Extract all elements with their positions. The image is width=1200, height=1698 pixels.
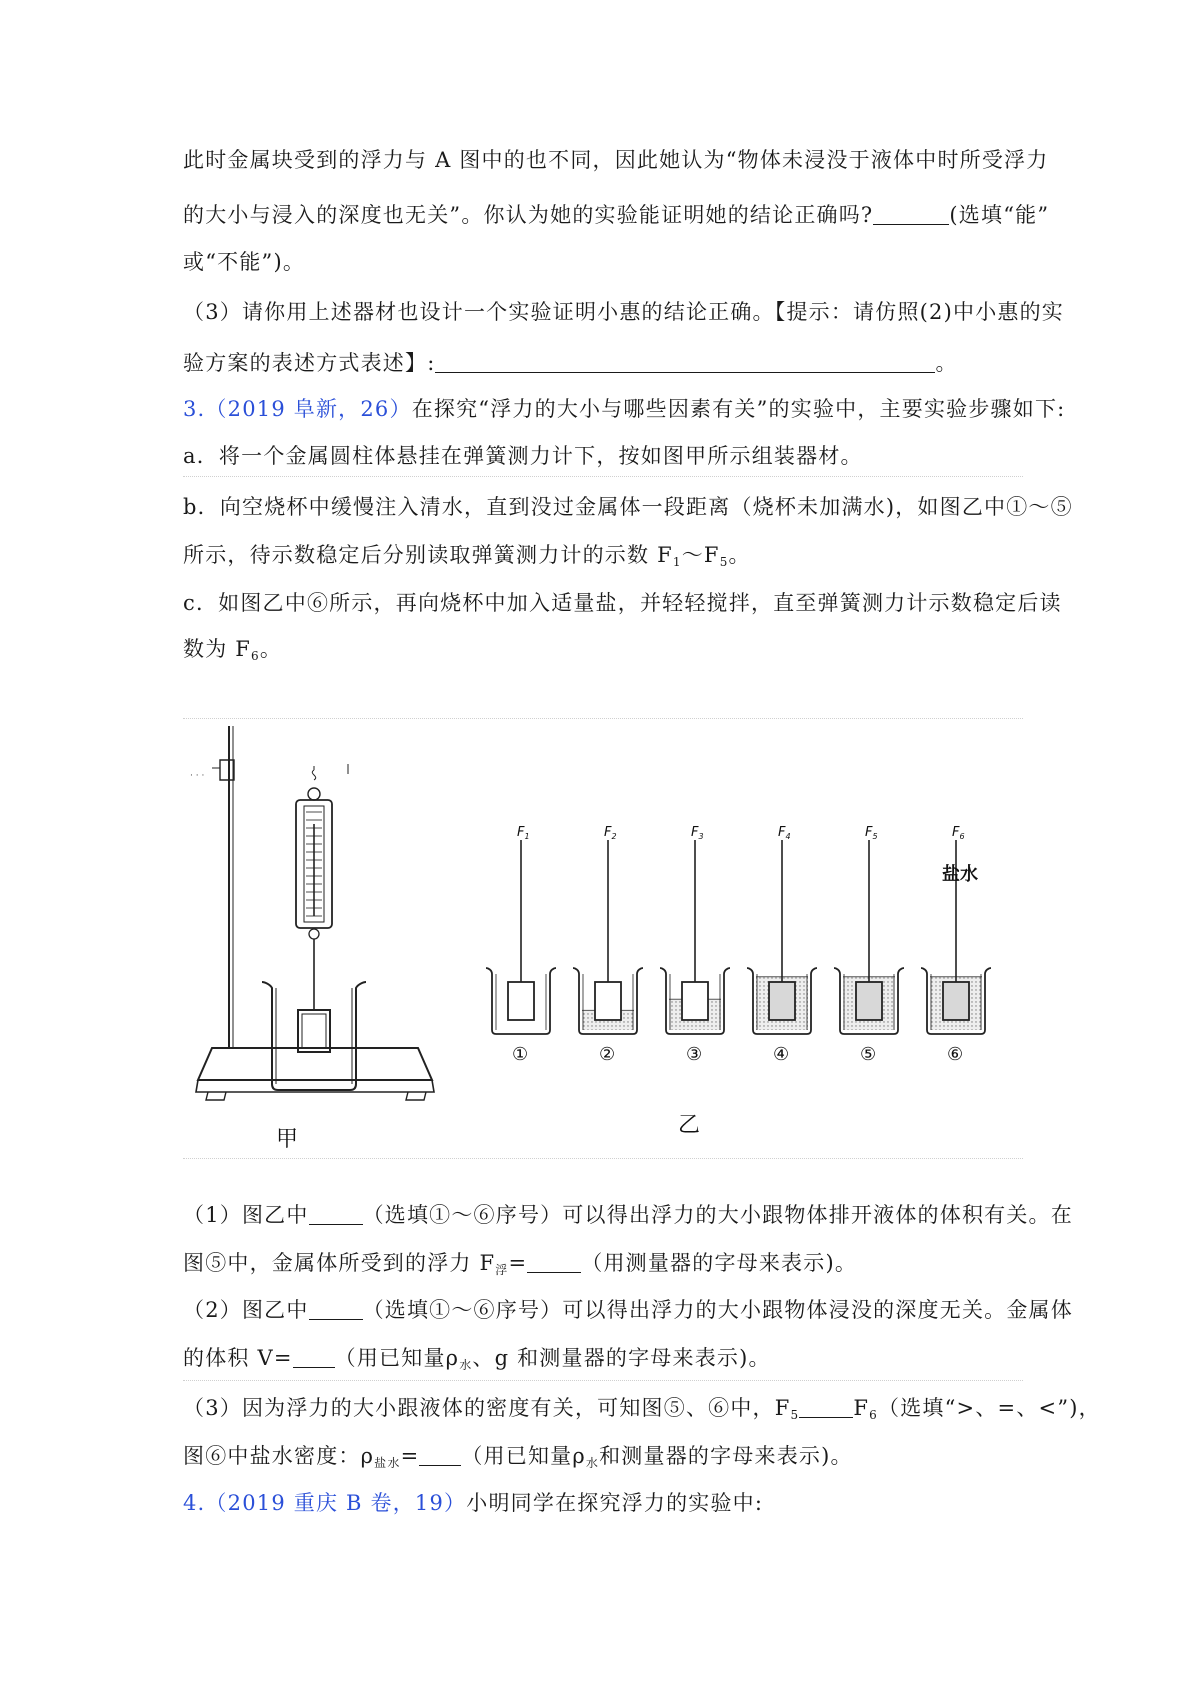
text-line: 或“不能”)。	[183, 250, 306, 274]
beaker-6	[921, 825, 991, 1065]
sub-question-3-cont: 图⑥中盐水密度：$\rho_{盐水}=$ （用已知量$\rho_水$和测量器的字母来表示)。	[183, 1444, 853, 1470]
metal-block	[595, 982, 621, 1020]
text-line: 验方案的表述方式表述】: 。	[183, 351, 958, 375]
beaker-5	[834, 825, 904, 1065]
metal-block	[769, 982, 795, 1020]
force-label: $F_1$	[517, 825, 530, 841]
step-c: c．如图乙中⑥所示，再向烧杯中加入适量盐，并轻轻搅拌，直至弹簧测力计示数稳定后读	[183, 591, 1062, 615]
answer-blank[interactable]	[527, 1250, 581, 1273]
sub-question-1-cont: 图⑤中，金属体所受到的浮力 $F_浮=$ （用测量器的字母来表示)。	[183, 1251, 858, 1277]
step-b: b．向空烧杯中缓慢注入清水，直到没过金属体一段距离（烧杯未加满水)，如图乙中①～⑤	[183, 495, 1073, 519]
beakers-yi	[486, 825, 991, 1065]
force-label: $F_3$	[691, 825, 704, 841]
answer-blank[interactable]	[435, 350, 935, 373]
sub-question-2-cont: 的体积 V= （用已知量$\rho_水$、g 和测量器的字母来表示)。	[183, 1346, 771, 1372]
salt-water-label: 盐水	[942, 864, 978, 885]
beaker-number: ②	[599, 1044, 616, 1065]
apparatus-jia	[190, 726, 434, 1100]
experiment-figure	[190, 720, 1030, 1160]
answer-blank[interactable]	[873, 202, 949, 225]
sub-question-3: （3）因为浮力的大小跟液体的密度有关，可知图⑤、⑥中，$F_5$ $F_6$（选填“>、=、<”)，	[183, 1396, 1101, 1422]
beaker-2	[573, 825, 643, 1065]
question-3-source: 3.（2019 阜新，26）	[183, 397, 412, 421]
sub-question-2: （2）图乙中 （选填①～⑥序号）可以得出浮力的大小跟物体浸没的深度无关。金属体	[183, 1298, 1073, 1322]
label-jia: 甲	[276, 1127, 299, 1152]
answer-blank[interactable]	[293, 1345, 335, 1368]
beaker-number: ⑤	[860, 1044, 877, 1065]
metal-block	[508, 982, 534, 1020]
beaker-number: ④	[773, 1044, 790, 1065]
beaker-number: ①	[512, 1044, 529, 1065]
text-line: 的大小与浸入的深度也无关”。你认为她的实验能证明她的结论正确吗? (选填“能”	[183, 203, 1050, 227]
force-label: $F_4$	[778, 825, 791, 841]
metal-block	[682, 982, 708, 1020]
question-3-heading: 3.（2019 阜新，26）在探究“浮力的大小与哪些因素有关”的实验中，主要实验步骤如下:	[183, 397, 1066, 421]
force-label: $F_5$	[865, 825, 878, 841]
force-label: $F_6$	[952, 825, 965, 841]
step-c-cont: 数为 $F_6$。	[183, 637, 283, 663]
answer-blank[interactable]	[309, 1202, 363, 1225]
svg-text:· · ·: · · ·	[190, 771, 205, 781]
answer-blank[interactable]	[309, 1297, 363, 1320]
answer-blank[interactable]	[799, 1395, 853, 1418]
metal-block	[856, 982, 882, 1020]
divider	[183, 1158, 1023, 1159]
divider	[183, 1380, 1023, 1381]
question-4-heading: 4.（2019 重庆 B 卷，19）小明同学在探究浮力的实验中:	[183, 1491, 764, 1515]
metal-block	[943, 982, 969, 1020]
beaker-1	[486, 825, 556, 1065]
step-a: a．将一个金属圆柱体悬挂在弹簧测力计下，按如图甲所示组装器材。	[183, 444, 863, 468]
label-yi: 乙	[678, 1113, 701, 1138]
question-4-source: 4.（2019 重庆 B 卷，19）	[183, 1491, 467, 1515]
divider	[183, 476, 1023, 477]
text-line: 此时金属块受到的浮力与 A 图中的也不同，因此她认为“物体未浸没于液体中时所受浮力	[183, 148, 1049, 172]
beaker-number: ③	[686, 1044, 703, 1065]
beaker-4	[747, 825, 817, 1065]
answer-blank[interactable]	[419, 1443, 461, 1466]
force-label: $F_2$	[604, 825, 617, 841]
beaker-3	[660, 825, 730, 1065]
text-line: （3）请你用上述器材也设计一个实验证明小惠的结论正确。【提示：请仿照(2)中小惠的实	[183, 300, 1065, 324]
beaker-number: ⑥	[947, 1044, 964, 1065]
sub-question-1: （1）图乙中 （选填①～⑥序号）可以得出浮力的大小跟物体排开液体的体积有关。在	[183, 1203, 1073, 1227]
step-b-cont: 所示，待示数稳定后分别读取弹簧测力计的示数 $F_1\sim F_5$。	[183, 543, 751, 569]
divider	[183, 718, 1023, 719]
